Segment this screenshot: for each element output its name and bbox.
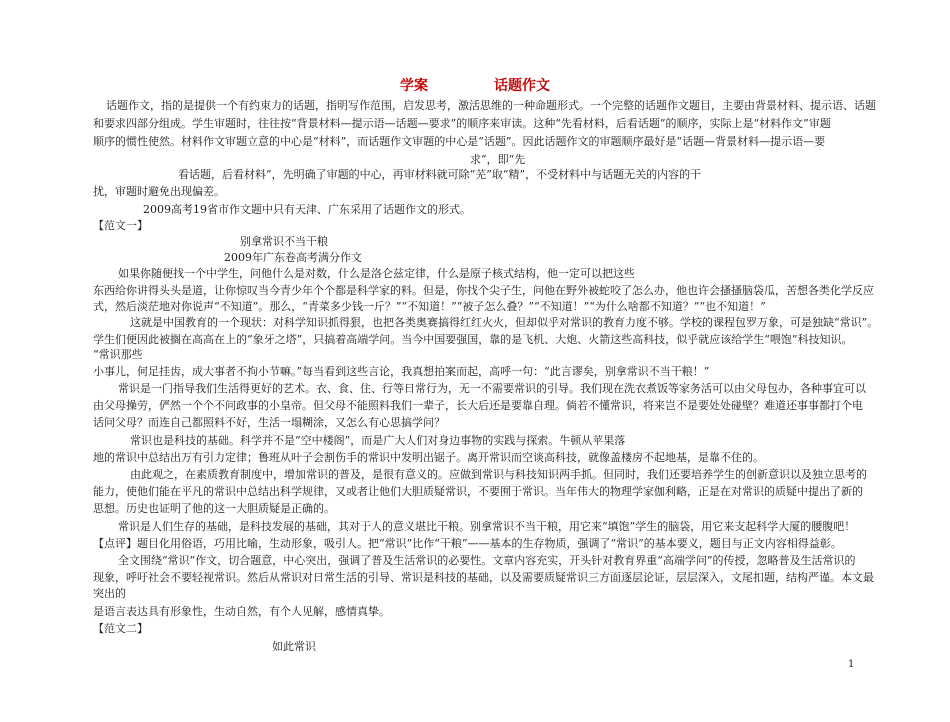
paragraph-line: 扰，审题时避免出现偏差。 [93, 185, 225, 198]
paragraph-line: 能力，使他们能在平凡的常识中总结出科学规律，又或者让他们大胆质疑常识，不要囿于常识。当年伟大的物理学家伽利略，正是在对常识的质疑中提出了新的 [93, 485, 863, 498]
paragraph-line: 2009高考19省市作文题中只有天津、广东采用了话题作文的形式。 [143, 203, 471, 216]
title-part-1: 学案 [400, 78, 428, 94]
section-heading: 【范文二】 [93, 622, 148, 635]
paragraph-line: 由父母操劳，俨然一个个不问政事的小皇帝。但父母不能照料我们一辈子，长大后还是要靠自理。倘若不懂常识，将来岂不是要处处碰壁？难道还事事都打个电 [93, 399, 863, 412]
paragraph-line: 常识是人们生存的基础，是科技发展的基础，其对于人的意义堪比干粮。别拿常识不当干粮，用它来“填饱”学生的脑袋，用它来支起科学大厦的腰腹吧！ [118, 520, 856, 533]
paragraph-line: 和要求四部分组成。学生审题时，往往按“背景材料—提示语—话题—要求”的顺序来审读。这种“先看材料，后看话题”的顺序，实际上是“材料作文”审题 [93, 117, 831, 130]
commentary-line: 突出的 [93, 587, 126, 600]
commentary-line: 现象，呼吁社会不要轻视常识。然后从常识对日常生活的引导、常识是科技的基础，以及需要质疑常识三方面逐层论证，层层深入，文尾扣题，结构严谨。本文最 [93, 571, 874, 584]
paragraph-line: 思想。历史也证明了他的这一大胆质疑是正确的。 [93, 502, 335, 515]
paragraph-line: 常识是一门指导我们生活得更好的艺术。衣、食、住、行等日常行为，无一不需要常识的引导。我们现在洗衣煮饭等家务活可以由父母包办，各种事宜可以 [118, 382, 866, 395]
paragraph-line: 求”，即“先 [470, 153, 526, 166]
paragraph-line: 话题作文，指的是提供一个有约束力的话题，指明写作范围，启发思考，激活思维的一种命题形式。一个完整的话题作文题目，主要由背景材料、提示语、话题 [106, 99, 876, 112]
paragraph-line: 如果你随便找一个中学生，问他什么是对数，什么是洛仑兹定律，什么是原子核式结构，他一定可以把这些 [118, 267, 635, 280]
paragraph-line: 这就是中国教育的一个现状：对科学知识抓得狠，也把各类奥赛搞得红红火火，但却似乎对常识的教育力度不够。学校的课程包罗万象，可是独缺“常识”。 [130, 316, 879, 329]
paragraph-line: 式，然后淡茫地对你说声“不知道”。那么，“青菜多少钱一斤？”“不知道！”“被子怎么叠？”“不知道！”“为什么啥都不知道？”“也不知道！” [93, 300, 766, 313]
paragraph-line: “常识那些 [93, 348, 143, 361]
section-heading: 【范文一】 [93, 219, 148, 232]
paragraph-line: 顺序的惯性使然。材料作文审题立意的中心是“材料”，而话题作文审题的中心是“话题”。因此话题作文的审题顺序最好是“话题—背景材料—提示语—要 [93, 135, 826, 148]
paragraph-line: 地的常识中总结出万有引力定律；鲁班从叶子会割伤手的常识中发明出锯子。离开常识而空谈高科技，就像盖楼房不起地基，是靠不住的。 [93, 451, 764, 464]
paragraph-line: 小事儿，何足挂齿，成大事者不拘小节嘛。”每当看到这些言论，我真想拍案而起，高呼一句：“此言谬矣，别拿常识不当干粮！” [93, 365, 710, 378]
paragraph-line: 话问父母？而连自己都照料不好，生活一塌糊涂，又怎么有心思搞学问？ [93, 416, 445, 429]
page-number: 1 [848, 659, 855, 670]
commentary-line: 【点评】题目化用俗语，巧用比喻，生动形象，吸引人。把“常识”比作“干粮”——基本的生存物质，强调了“常识”的基本要义，题目与正文内容相得益彰。 [93, 537, 842, 550]
commentary-line: 是语言表达具有形象性，生动自然，有个人见解，感情真挚。 [93, 605, 390, 618]
paragraph-line: 东西给你讲得头头是道，让你惊叹当今青少年个个都是科学家的料。但是，你找个尖子生，问他在野外被蛇咬了怎么办，他也许会搔搔脑袋瓜，苦想各类化学反应 [93, 284, 874, 297]
page-title [0, 77, 950, 95]
title-part-2: 话题作文 [494, 78, 550, 94]
essay-subtitle: 2009年广东卷高考满分作文 [224, 251, 362, 264]
essay-title: 如此常识 [272, 640, 316, 653]
paragraph-line: 看话题，后看材料”，先明确了审题的中心，再审材料就可除“芜”取“精”，不受材料中与话题无关的内容的干 [178, 168, 702, 181]
paragraph-line: 常识也是科技的基础。科学并不是“空中楼阁”，而是广大人们对身边事物的实践与探索。牛顿从苹果落 [130, 434, 626, 447]
commentary-line: 全文围绕“常识”作文，切合题意，中心突出，强调了普及生活常识的必要性。文章内容充实，开头针对教育界重“高端学问”的传授，忽略普及生活常识的 [118, 554, 856, 567]
essay-title: 别拿常识不当干粮 [240, 235, 328, 248]
paragraph-line: 学生们便因此被搁在高高在上的“象牙之塔”，只搞着高端学问。当今中国要强国，靠的是飞机、大炮、火箭这些高科技，似乎就应该给学生“喂饱”科技知识。 [93, 333, 853, 346]
paragraph-line: 由此观之，在素质教育制度中，增加常识的普及，是很有意义的。应做到常识与科技知识两手抓。但同时，我们还要培养学生的创新意识以及独立思考的 [130, 468, 867, 481]
